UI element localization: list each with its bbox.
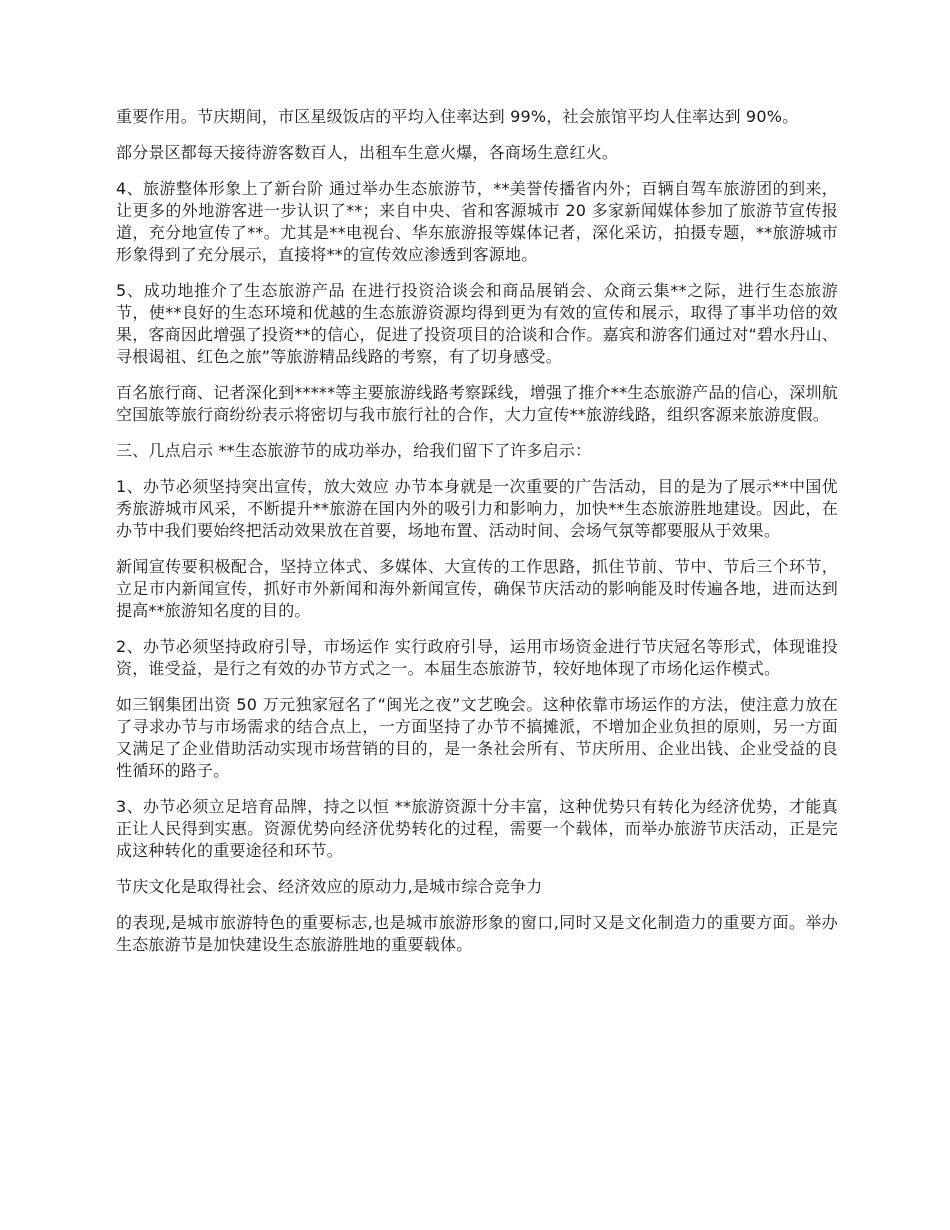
- paragraph-brand-building: 3、办节必须立足培育品牌，持之以恒 **旅游资源十分丰富，这种优势只有转化为经济优势，才能真正让人民得到实惠。资源优势向经济优势转化的过程，需要一个载体，而举办旅游节庆活动，正是完成这种转化的重要途径和环节。: [116, 797, 838, 860]
- paragraph-festival-culture: 节庆文化是取得社会、经济效应的原动力,是城市综合竞争力: [116, 877, 543, 896]
- paragraph-city-image: 的表现,是城市旅游特色的重要标志,也是城市旅游形象的窗口,同时又是文化制造力的重要方面。举办生态旅游节是加快建设生态旅游胜地的重要载体。: [116, 913, 838, 954]
- paragraph-tourism-image: 4、旅游整体形象上了新台阶 通过举办生态旅游节，**美誉传播省内外；百辆自驾车旅游团的到来，让更多的外地游客进一步认识了**；来自中央、省和客源城市 20 多家新闻媒体参加了旅游节宣传报道，充分地宣传了**。尤其是**电视台、华东旅游报等媒体记者，深化采访，拍摄专题，**旅游城市形象得到了充分展示，直接将**的宣传效应渗透到客源地。: [116, 179, 838, 264]
- paragraph-sponsorship: 如三钢集团出资 50 万元独家冠名了“闽光之夜”文艺晚会。这种依靠市场运作的方法，使注意力放在了寻求办节与市场需求的结合点上，一方面坚持了办节不搞摊派，不增加企业负担的原则，另一方面又满足了企业借助活动实现市场营销的目的，是一条社会所有、节庆所用、企业出钱、企业受益的良性循环的路子。: [116, 695, 838, 780]
- paragraph-scenic-areas: 部分景区都每天接待游客数百人，出租车生意火爆，各商场生意红火。: [116, 143, 619, 162]
- paragraph-eco-products: 5、成功地推介了生态旅游产品 在进行投资洽谈会和商品展销会、众商云集**之际，进行生态旅游节，使**良好的生态环境和优越的生态旅游资源均得到更为有效的宣传和展示，取得了事半功倍的效果，客商因此增强了投资**的信心，促进了投资项目的洽谈和合作。嘉宾和游客们通过对“碧水丹山、寻根谒祖、红色之旅”等旅游精品线路的考察，有了切身感受。: [116, 281, 838, 366]
- paragraph-section-three-heading: 三、几点启示 **生态旅游节的成功举办，给我们留下了许多启示：: [116, 441, 592, 460]
- document-body: [116, 106, 838, 970]
- paragraph-travel-agents: 百名旅行商、记者深化到*****等主要旅游线路考察踩线，增强了推介**生态旅游产品的信心，深圳航空国旅等旅行商纷纷表示将密切与我市旅行社的合作，大力宣传**旅游线路，组织客源来旅游度假。: [116, 383, 838, 424]
- paragraph-occupancy: 重要作用。节庆期间，市区星级饭店的平均入住率达到 99%，社会旅馆平均人住率达到 90%。: [116, 107, 799, 126]
- paragraph-promotion: 1、办节必须坚持突出宣传，放大效应 办节本身就是一次重要的广告活动，目的是为了展示**中国优秀旅游城市风采，不断提升**旅游在国内外的吸引力和影响力，加快**生态旅游胜地建设。因此，在办节中我们要始终把活动效果放在首要，场地布置、活动时间、会场气氛等都要服从于效果。: [116, 477, 838, 540]
- paragraph-news-publicity: 新闻宣传要积极配合，坚持立体式、多媒体、大宣传的工作思路，抓住节前、节中、节后三个环节，立足市内新闻宣传，抓好市外新闻和海外新闻宣传，确保节庆活动的影响能及时传遍各地，进而达到提高**旅游知名度的目的。: [116, 557, 838, 620]
- paragraph-government-guidance: 2、办节必须坚持政府引导，市场运作 实行政府引导，运用市场资金进行节庆冠名等形式，体现谁投资，谁受益，是行之有效的办节方式之一。本届生态旅游节，较好地体现了市场化运作模式。: [116, 637, 838, 678]
